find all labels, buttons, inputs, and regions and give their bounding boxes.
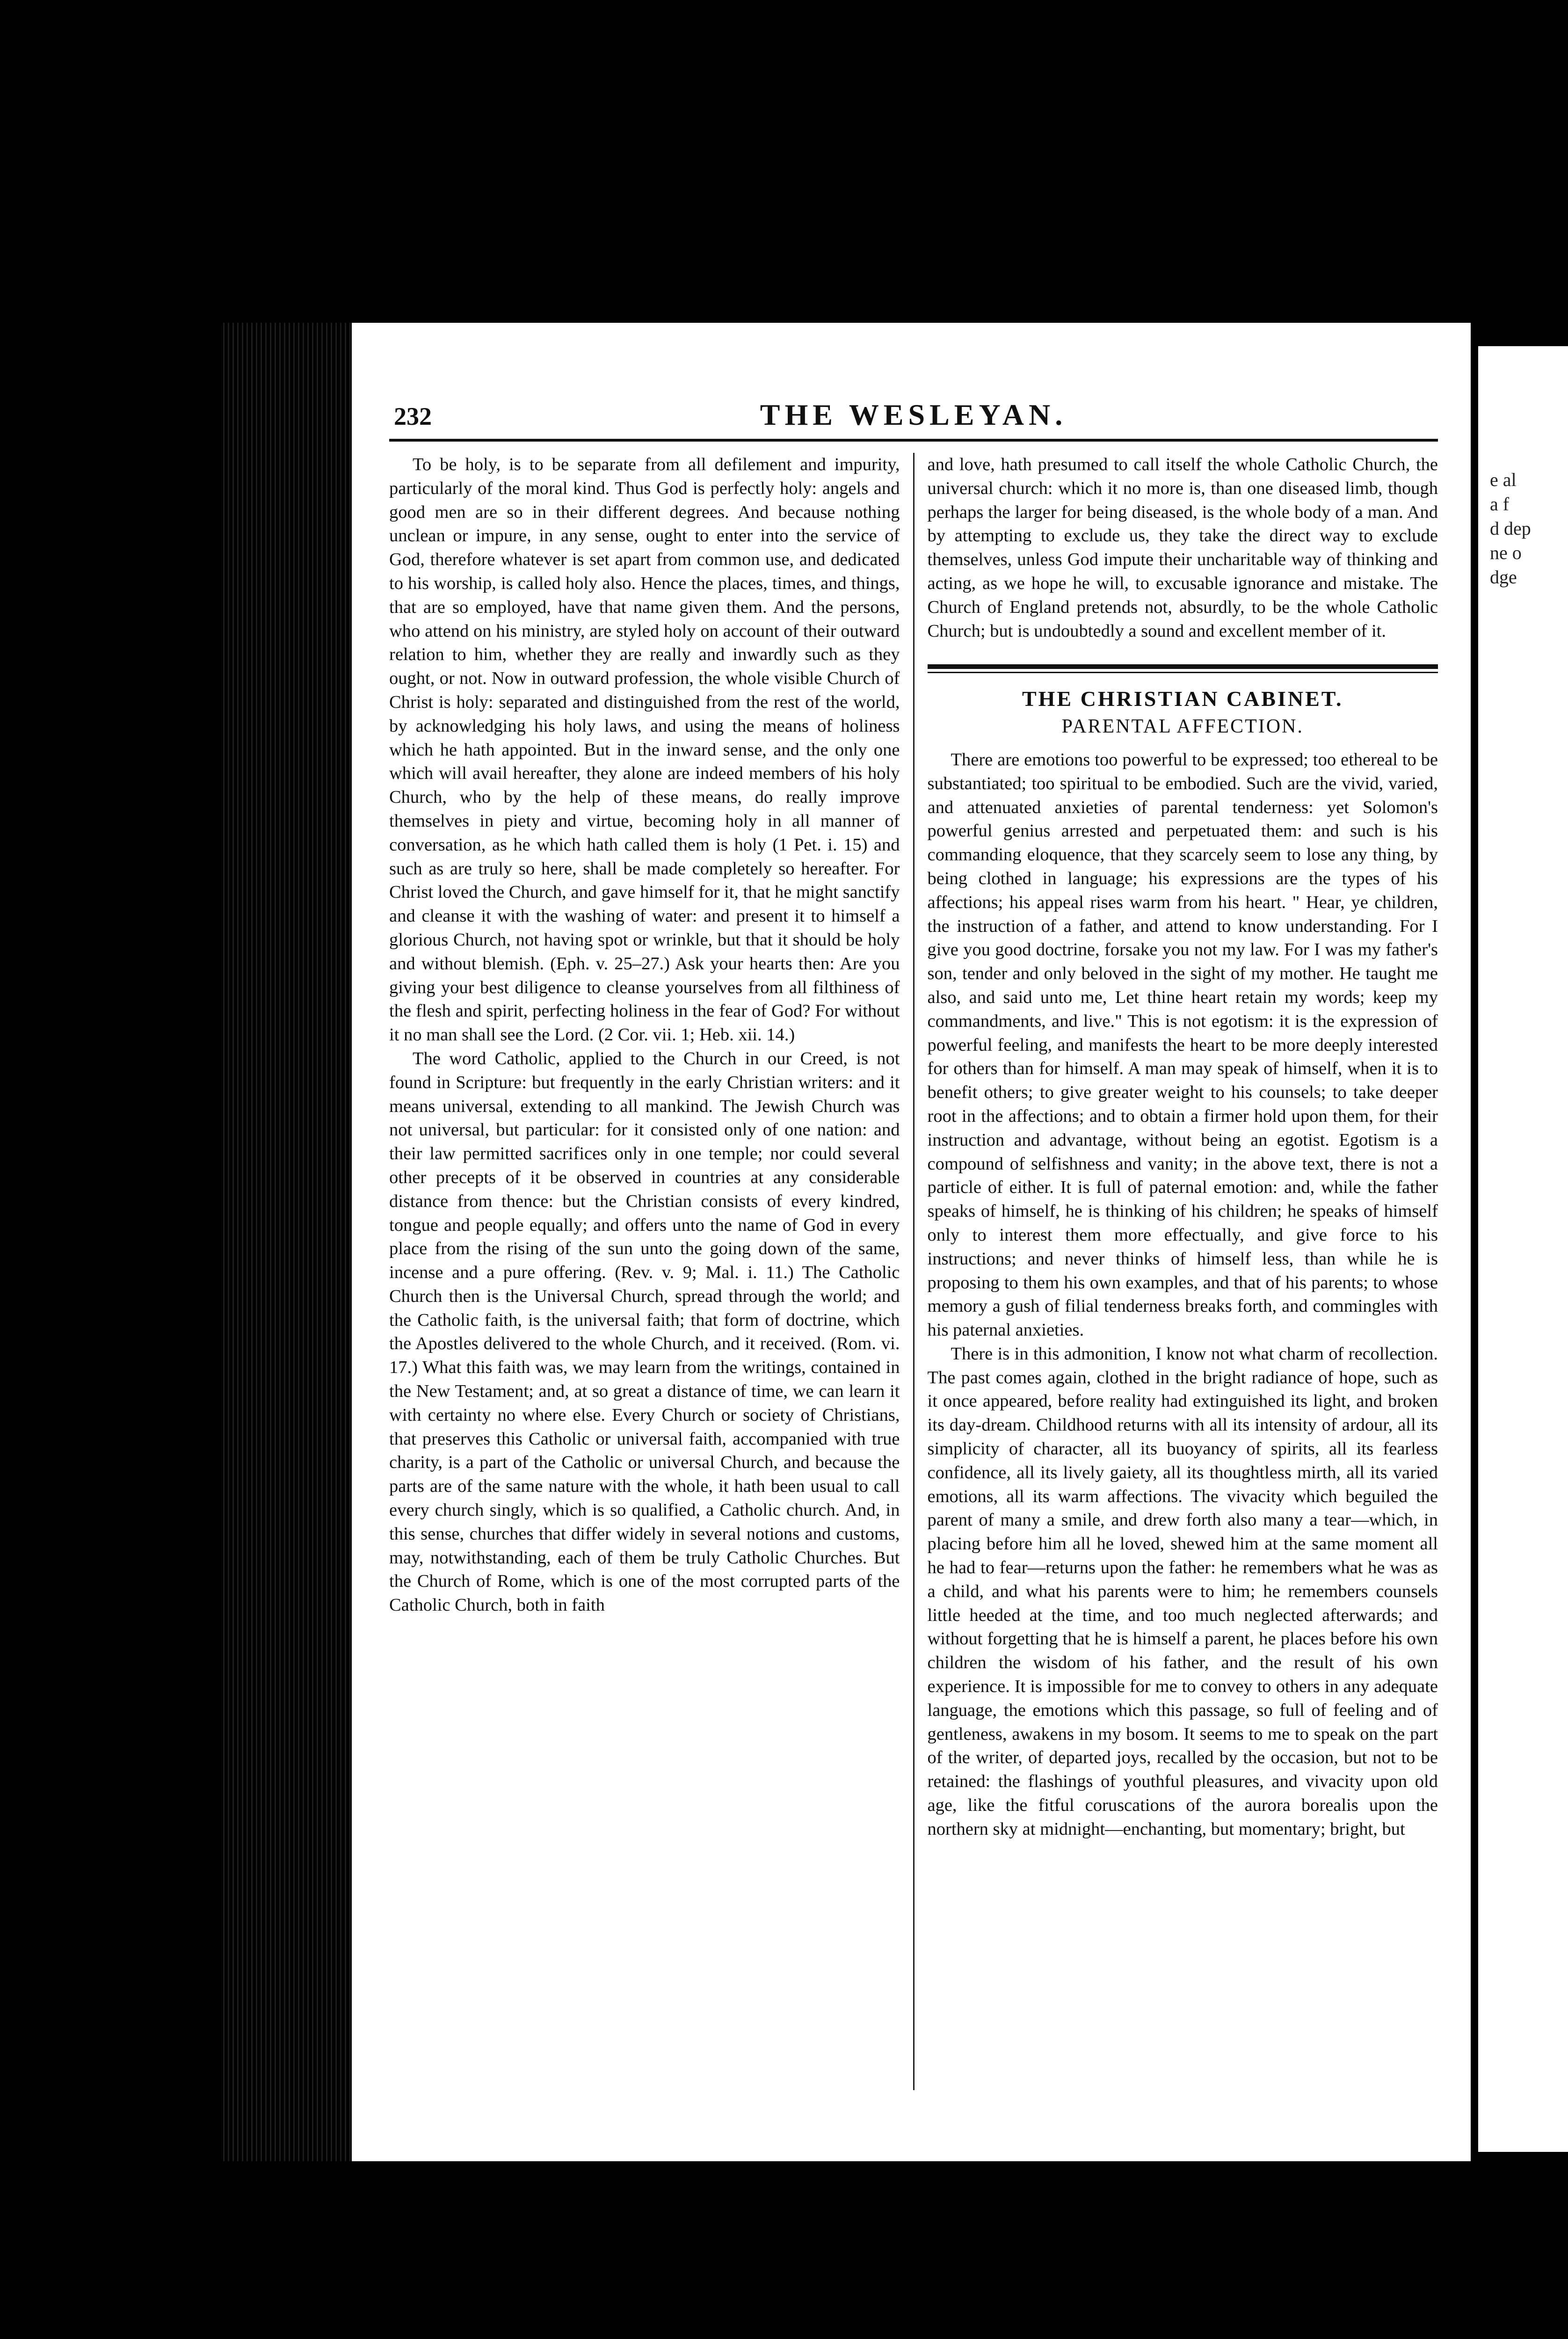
article-title: PARENTAL AFFECTION. <box>1061 716 1304 738</box>
page-number: 232 <box>394 402 432 430</box>
adjacent-page-fragment <box>1478 346 1568 2152</box>
right-paragraph-2: There is in this admonition, I know not what charm of recollection. The past comes again, clothed in the bright radiance of hope, such as it once appeared, before reality had extinguished its light, and broken its day-dream. Childhood returns with all its intensity of ardour, all its simplicity of character, all its buoyancy of spirits, all its fearless confidence, all its lively gaiety, all its thoughtless mirth, all its varied emotions, all its warm affections. The vivacity which beguiled the parent of many a smile, and drew forth also many a tear—which, in placing before him all he loved, shewed him at the same moment all he had to fear—returns upon the father: he remembers what he was as a child, and what his parents were to him; he remembers counsels little heeded at the time, and too much neglected afterwards; and without forgetting that he is himself a parent, he places before his own children the wisdom of his father, and the result of his own experience. It is impossible for me to convey to others in any adequate language, the emotions which this passage, so full of feeling and of gentleness, awakens in my bosom. It seems to me to speak on the part of the writer, of departed joys, recalled by the occasion, but not to be retained: the flashings of youthful pleasures, and vivacity upon old age, like the fitful coruscations of the aurora borealis upon the northern sky at midnight—enchanting, but momentary; bright, but <box>927 1344 1438 1839</box>
right-column <box>915 453 1438 2090</box>
book-binding-edge <box>220 323 356 2161</box>
right-paragraph-1: There are emotions too powerful to be expressed; too ethereal to be substantiated; too spiritual to be embodied. Such are the vivid, varied, and attenuated anxieties of parental tenderness: yet Solomon's powerful genius arrested and perpetuated them: and such is his commanding eloquence, that they scarcely seem to lose any thing, by being clothed in language; his expressions are the types of his affections; his appeal rises warm from his heart. " Hear, ye children, the instruction of a father, and attend to know understanding. For I give you good doctrine, forsake you not my law. For I was my father's son, tender and only beloved in the sight of my mother. He taught me also, and said unto me, Let thine heart retain my words; keep my commandments, and live." This is not egotism: it is the expression of powerful feeling, and manifests the heart to be more deeply interested for others than for himself. A man may speak of himself, when it is to benefit others; to give greater weight to his counsels; to take deeper root in the affections; and to obtain a firmer hold upon them, for their instruction and advantage, without being an egotist. Egotism is a compound of selfishness and vanity; in the above text, there is not a particle of either. It is full of paternal emotion: and, while the father speaks of himself, he is thinking of his children; he speaks of himself only to interest them more effectually, and give force to his instructions; and never thinks of himself less, than while he is proposing to them his own examples, and that of his parents; to whose memory a gush of filial tenderness breaks forth, and commingles with his paternal anxieties. <box>927 749 1438 1340</box>
left-column <box>389 453 915 2090</box>
adjacent-fragment-4: ne o <box>1490 542 1522 563</box>
section-title: THE CHRISTIAN CABINET. <box>1022 687 1343 711</box>
right-continuation-paragraph: and love, hath presumed to call itself the whole Catholic Church, the universal church: which it no more is, than one diseased limb, though perhaps the larger for being diseased, is the whole body of a man. And by attempting to exclude us, they take the direct way to exclude themselves, unless God impute their uncharitable way of thinking and acting, as we hope he will, to excusable ignorance and mistake. The Church of England pretends not, absurdly, to be the whole Catholic Church; but is undoubtedly a sound and excellent member of it. <box>927 455 1438 641</box>
running-head <box>389 398 1438 442</box>
left-paragraph-2: The word Catholic, applied to the Church in our Creed, is not found in Scripture: but frequently in the early Christian writers: and it means universal, extending to all mankind. The Jewish Church was not universal, but particular: for it consisted only of one nation: and their law permitted sacrifices only in one temple; nor could several other precepts of it be observed in countries at any considerable distance from thence: but the Christian consists of every kindred, tongue and people equally; and offers unto the name of God in every place from the rising of the sun unto the going down of the same, incense and a pure offering. (Rev. v. 9; Mal. i. 11.) The Catholic Church then is the Universal Church, spread through the world; and the Catholic faith, is the universal faith; that form of doctrine, which the Apostles delivered to the whole Church, and it received. (Rom. vi. 17.) What this faith was, we may learn from the writings, contained in the New Testament; and, at so great a distance of time, we can learn it with certainty no where else. Every Church or society of Christians, that preserves this Catholic or universal faith, accompanied with true charity, is a part of the Catholic or universal Church, and because the parts are of the same nature with the whole, it hath been usual to call every church singly, which is so qualified, a Catholic church. And, in this sense, churches that differ widely in several notions and customs, may, notwithstanding, each of them be truly Catholic Churches. But the Church of Rome, which is one of the most corrupted parts of the Catholic Church, both in faith <box>389 1048 900 1615</box>
newspaper-page <box>352 323 1471 2161</box>
journal-title: THE WESLEYAN. <box>760 398 1067 431</box>
section-divider-thin <box>928 672 1438 673</box>
text-columns <box>389 453 1438 2090</box>
left-paragraph-1: To be holy, is to be separate from all defilement and impurity, particularly of the moral kind. Thus God is perfectly holy: angels and good men are so in their different degrees. And because nothing unclean or impure, in any sense, ought to enter into the service of God, therefore whatever is set apart from common use, and dedicated to his worship, is called holy also. Hence the places, times, and things, that are so employed, have that name given them. And the persons, who attend on his ministry, are styled holy on account of their outward relation to him, whether they are really and inwardly such as they ought, or not. Now in outward profession, the whole visible Church of Christ is holy: separated and distinguished from the rest of the world, by acknowledging his holy laws, and using the means of holiness which he hath appointed. But in the inward sense, and the only one which will avail hereafter, they alone are indeed members of his holy Church, who by the help of these means, do really improve themselves in piety and virtue, becoming holy in all manner of conversation, as he which hath called them is holy (1 Pet. i. 15) and such as are truly so here, shall be made completely so hereafter. For Christ loved the Church, and gave himself for it, that he might sanctify and cleanse it with the washing of water: and present it to himself a glorious Church, not having spot or wrinkle, but that it should be holy and without blemish. (Eph. v. 25–27.) Ask your hearts then: Are you giving your best diligence to cleanse yourselves from all filthiness of the flesh and spirit, perfecting holiness in the fear of God? For without it no man shall see the Lord. (2 Cor. vii. 1; Heb. xii. 14.) <box>389 455 900 1045</box>
adjacent-fragment-5: dge <box>1490 567 1517 588</box>
adjacent-fragment-1: e al <box>1490 469 1517 490</box>
adjacent-fragment-2: a f <box>1490 494 1510 515</box>
section-divider-thick <box>928 664 1438 669</box>
adjacent-fragment-3: d dep <box>1490 518 1531 539</box>
